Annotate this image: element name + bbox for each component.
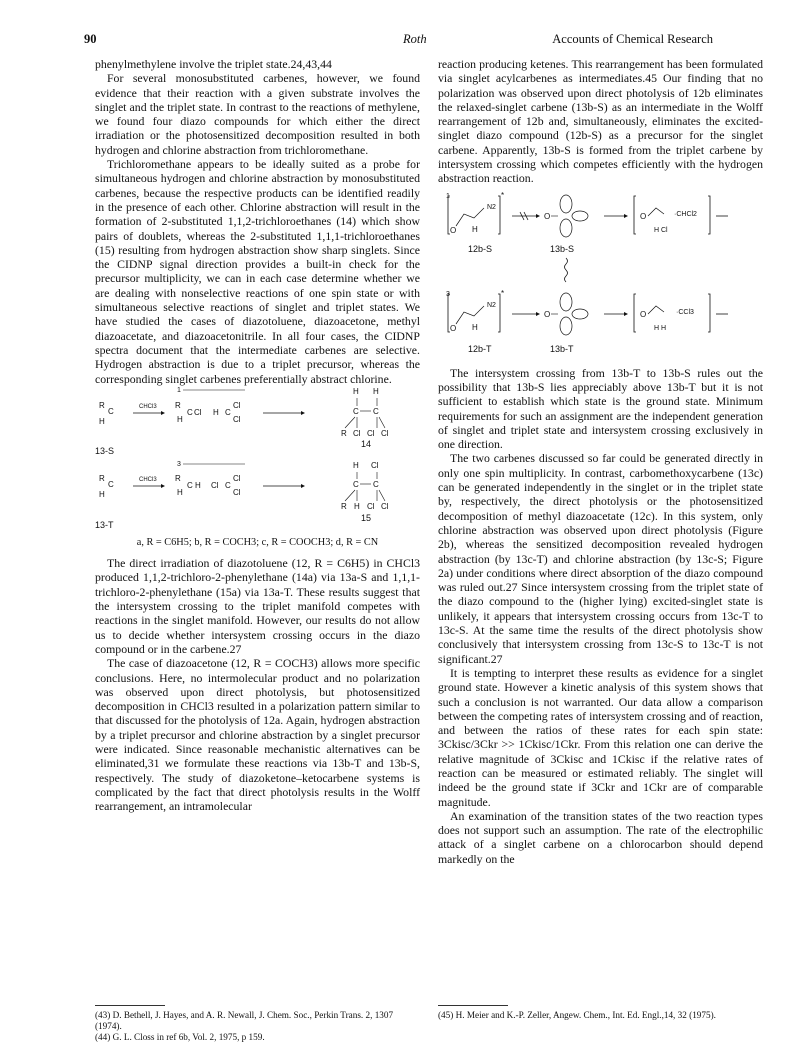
svg-text:*: * — [501, 190, 505, 200]
svg-text:H: H — [354, 501, 360, 511]
svg-text:O: O — [544, 309, 551, 319]
svg-text:C: C — [108, 479, 114, 489]
svg-text:C: C — [353, 479, 359, 489]
svg-text:Cl: Cl — [211, 480, 219, 490]
footnote: (43) D. Bethell, J. Hayes, and A. R. Newall, J. Chem. Soc., Perkin Trans. 2, 1307 (1974). — [95, 1010, 394, 1032]
svg-text:N2: N2 — [487, 301, 496, 309]
page-number: 90 — [84, 32, 97, 46]
journal-name: Accounts of Chemical Research — [552, 32, 713, 46]
running-author: Roth — [403, 32, 427, 46]
svg-text:C: C — [225, 480, 231, 490]
reaction-scheme-13b — [438, 186, 763, 366]
svg-text:Cl: Cl — [194, 407, 202, 417]
paragraph: The intersystem crossing from 13b-T to 13b-S rules out the possibility that 13b-S lies appreciably above 13b-T but it is not sufficient to establish which state is the ground state. Minimum requirements for such an assignment are the independent generation of singlet and triplet state and intersystem crossing exclusively in one direction. — [438, 365, 763, 452]
paragraph: phenylmethylene involve the triplet state.24,43,44 — [95, 57, 332, 71]
svg-text:H: H — [99, 489, 105, 499]
svg-text:Cl: Cl — [233, 473, 241, 483]
paragraph: Trichloromethane appears to be ideally suited as a probe for simultaneous hydrogen and chlorine abstraction by monosubstituted carbenes, because the respective products can be identified readily in the presence of each other. Chlorine abstraction will result in the formation of 2-substituted 1,1,2-trichloroethanes (14) which show pairs of doublets, whereas the 2-substituted 1,1,1-trichloroethanes (15) resulting from hydrogen abstraction show sharp singlets. Since the CIDNP signal direction provides a built-in check for the precursor multiplicity, we can in each case determine whether we are dealing with nonselective reactions of one spin state or with simultaneous selective reactions of singlet and triplet states. We have studied the cases of diazotoluene, diazoacetone, methyl diazoacetate, and diazoacetonitrile. In all four cases, the CIDNP spectra document that the intermediate carbenes are selective. Hydrogen abstraction is due to a triplet precursor, whereas the corresponding singlet carbenes preferentially abstract chlorine. — [95, 157, 420, 386]
mult-label: 1 — [177, 386, 181, 394]
svg-text:Cl: Cl — [353, 428, 361, 438]
svg-text:O: O — [640, 309, 647, 319]
footnote: (44) G. L. Closs in ref 6b, Vol. 2, 1975, p 159. — [95, 1032, 265, 1043]
svg-text:3: 3 — [446, 290, 450, 298]
product-15-label: 15 — [361, 512, 372, 523]
svg-text:R: R — [341, 501, 347, 511]
svg-text:R: R — [175, 473, 181, 483]
svg-text:1: 1 — [446, 192, 450, 200]
paragraph: The two carbenes discussed so far could be generated directly in only one spin multiplicity. In contrast, carbomethoxycarbene (13c) can be generated independently in the singlet or in the triplet state by, respectively, the direct photolysis or the photosensitized decomposition of methyl diazoacetate (12c). In this system, only chlorine abstraction was observed upon direct photolysis (Figure 2b), whereas the sensitized decomposition revealed hydrogen abstraction (by 13c-T) and chlorine abstraction (by 13c-S; Figure 2a) under conditions where direct absorption of the diazo compound was ruled out.27 Since intersystem crossing from the triplet state of the diazo compound to the (higher lying) excited-singlet state is unlikely, it appears that intersystem crossing occurs from 13c-T to 13c-S. At the same time the results of the direct photolysis show conclusively that intersystem crossing from 13c-S to 13c-T is not significant.27 — [438, 451, 763, 666]
svg-text:3: 3 — [177, 460, 181, 468]
svg-text:H: H — [353, 386, 359, 396]
n2-label: N2 — [487, 203, 496, 211]
svg-text:H: H — [373, 386, 379, 396]
label-12bT: 12b-T — [468, 343, 492, 354]
h-label: H — [99, 416, 105, 426]
svg-text:H Cl: H Cl — [654, 226, 668, 234]
left-column — [95, 57, 420, 813]
state-13T-label: 13-T — [95, 519, 114, 530]
svg-text:O: O — [640, 211, 647, 221]
svg-text:H: H — [177, 487, 183, 497]
footnotes-right — [438, 1010, 763, 1021]
c-label: C — [108, 406, 114, 416]
svg-text:Cl: Cl — [381, 501, 389, 511]
reagent-label: CHCl3 — [139, 403, 157, 410]
running-header — [0, 32, 793, 52]
footnote-rule — [95, 1005, 165, 1006]
footnote: (45) H. Meier and K.-P. Zeller, Angew. Chem., Int. Ed. Engl.,14, 32 (1975). — [438, 1010, 716, 1020]
svg-text:Cl: Cl — [367, 501, 375, 511]
footnote-rule — [438, 1005, 508, 1006]
svg-text:C: C — [225, 407, 231, 417]
svg-text:Cl: Cl — [367, 428, 375, 438]
svg-text:H: H — [213, 407, 219, 417]
svg-text:*: * — [501, 288, 505, 298]
svg-text:H: H — [472, 322, 478, 332]
svg-text:O: O — [544, 211, 551, 221]
svg-text:R: R — [99, 473, 105, 483]
svg-text:R: R — [175, 400, 181, 410]
paragraph: The direct irradiation of diazotoluene (12, R = C6H5) in CHCl3 produced 1,1,2-trichloro-2-phenylethane (14a) via 13a-S and 1,1,1-trichloro-2-phenylethane (15a) via 13a-T. These results suggest that the intersystem crossing to the triplet manifold competes with reactions in the singlet manifold. However, our results do not allow us to decide whether intersystem crossing occurs in the diazo compound or in the carbene.27 — [95, 556, 420, 656]
svg-text:C: C — [187, 480, 193, 490]
reaction-scheme-13 — [95, 386, 420, 534]
svg-text:Cl: Cl — [233, 400, 241, 410]
svg-text:Cl: Cl — [233, 487, 241, 497]
r-label: R — [99, 400, 105, 410]
paragraph: It is tempting to interpret these results as evidence for a singlet ground state. However a kinetic analysis of this system shows that such a conclusion is not warranted. Our data allow a comparison between the competing rates of intersystem crossing and of reaction, and between the ratios of these rates for each spin state: 3Ckisc/3Ckr >> 1Ckisc/1Ckr. From this relation one can derive the relative magnitude of 3Ckisc and 1Ckisc if the relative rates of reaction can be measured or estimated reliably. The singlet will indeed be the ground state if 3Ckr and 1Ckr are of comparable magnitude. — [438, 665, 763, 809]
svg-text:CHCl3: CHCl3 — [139, 476, 157, 483]
svg-text:C: C — [373, 406, 379, 416]
label-13bT: 13b-T — [550, 343, 574, 354]
svg-text:H: H — [472, 224, 478, 234]
svg-text:R: R — [341, 428, 347, 438]
svg-text:O: O — [450, 225, 457, 235]
scheme-graphic — [438, 186, 763, 366]
paragraph: reaction producing ketenes. This rearrangement has been formulated via singlet acylcarbenes as intermediates.45 Our finding that no polarization was observed upon direct photolysis of 12b eliminates the relaxed-singlet carbene (13b-S) as an intermediate in the Wolff rearrangement of 12b and, simultaneously, eliminates the excited-singlet diazo compound (12b-S) as a precursor for the singlet carbene. Apparently, 13b-S is formed from the triplet carbene by intersystem crossing which competes efficiently with the hydrogen abstraction reaction. — [438, 57, 763, 186]
svg-text:H: H — [195, 480, 201, 490]
paragraph: An examination of the transition states of the two reaction types does not support such an assumption. The rate of the electrophilic attack of a singlet carbene on a chlorocarbon should depend markedly on the — [438, 808, 763, 866]
svg-text:Cl: Cl — [371, 460, 379, 470]
svg-text:·CHCl2: ·CHCl2 — [674, 210, 697, 218]
svg-text:Cl: Cl — [381, 428, 389, 438]
scheme-graphic — [95, 386, 420, 534]
product-14-label: 14 — [361, 438, 372, 449]
label-12bS: 12b-S — [468, 243, 493, 254]
footnotes-left — [95, 1010, 420, 1044]
svg-text:C: C — [353, 406, 359, 416]
svg-text:C: C — [373, 479, 379, 489]
scheme-caption: a, R = C6H5; b, R = COCH3; c, R = COOCH3; d, R = CN — [136, 536, 379, 548]
svg-text:C: C — [187, 407, 193, 417]
svg-text:·CCl3: ·CCl3 — [676, 308, 694, 316]
paragraph: The case of diazoacetone (12, R = COCH3) allows more specific conclusions. Here, no intermolecular product and no polarization was observed upon direct photolysis, but photosensitized decomposition in CHCl3 resulted in a polarization pattern similar to that discussed for the photolysis of 12a. Again, hydrogen abstraction by a triplet precursor and chlorine abstraction by a singlet precursor were indicated. Since reasonable mechanistic alternatives can be eliminated,31 we formulate these reactions via 13b-T and 13b-S, respectively. The study of diazoketone–ketocarbene systems is complicated by the fact that direct photolysis results in the Wolff rearrangement, an intramolecular — [95, 656, 420, 814]
svg-text:Cl: Cl — [233, 414, 241, 424]
svg-text:H H: H H — [654, 324, 667, 332]
paragraph: For several monosubstituted carbenes, however, we found evidence that their reaction with a given substrate involves the singlet and the triplet state. In contrast to the reactions of methylene, we found four diazo compounds for which either the direct irradiation or the photosensitized decomposition resulted in both hydrogen and chlorine abstraction from trichloromethane. — [95, 71, 420, 157]
svg-text:H: H — [177, 414, 183, 424]
state-13S-label: 13-S — [95, 445, 115, 456]
svg-text:O: O — [450, 323, 457, 333]
label-13bS: 13b-S — [550, 243, 575, 254]
right-column — [438, 57, 763, 866]
svg-text:H: H — [353, 460, 359, 470]
